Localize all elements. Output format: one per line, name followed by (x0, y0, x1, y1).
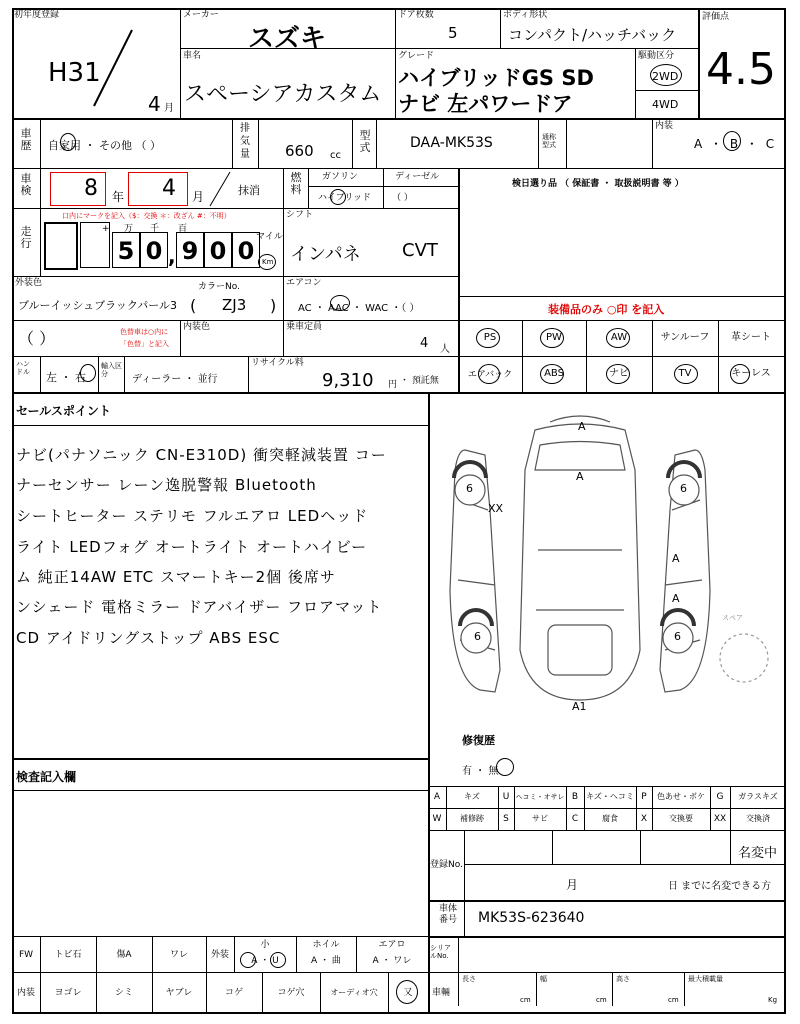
sales-line: シートヒーター ステリモ フルエアロ LEDヘッド (16, 507, 369, 525)
sales-line: ナーセンサー レーン逸脱警報 Bluetooth (16, 476, 317, 494)
int-item: ヤブレ (165, 988, 193, 998)
small-u-circle (270, 952, 286, 968)
fw-item: ワレ (169, 950, 188, 960)
mark-xx: XX (488, 502, 504, 515)
legend-desc: ヘコミ・オサレ (515, 793, 565, 801)
mark-hood: A (576, 470, 584, 483)
maker-label: メーカー (183, 10, 219, 20)
int-item: コゲ穴 (277, 988, 305, 998)
wheel-label: ホイル (312, 940, 340, 950)
doors-label: ドア枚数 (398, 10, 434, 20)
legend-desc: ガラスキズ (738, 792, 778, 801)
first-reg-year: H31 (48, 58, 101, 88)
handle-label: ハンドル (16, 360, 30, 376)
int-item: オーディオ穴 (330, 988, 378, 997)
capacity-value: 4 (420, 336, 429, 351)
equip-navi: ナビ (609, 368, 629, 379)
first-reg-month: 4 (148, 92, 161, 116)
ext-label: 外装 (210, 950, 229, 960)
fuel-hybrid: ハイブリッド (318, 193, 372, 203)
inspection-month-unit: 月 (192, 190, 205, 204)
legend-desc: 腐食 (602, 814, 618, 823)
equip-leather: 革シート (731, 332, 771, 343)
reg-month-unit: 月 (566, 878, 579, 892)
int-item: シミ (114, 988, 133, 998)
length-unit: cm (520, 996, 531, 1004)
small-a-circle (240, 952, 256, 968)
legend-desc: 交換済 (746, 814, 770, 823)
year-slash (80, 28, 140, 108)
legend-desc: キズ (464, 792, 480, 801)
ext-color-value: ブルーイッシュブラックパール3 (18, 299, 178, 312)
int-item: 又 (403, 988, 413, 998)
import-type: ディーラー ・ 並行 (132, 374, 218, 385)
interior-label: 内装 (655, 121, 674, 131)
max-load-unit: Kg (768, 996, 778, 1004)
inspection-notes-label: 検査記入欄 (16, 770, 77, 784)
body-value: コンパクト/ハッチバック (508, 26, 677, 44)
color-no-value: ZJ3 (222, 296, 247, 314)
fw-label: FW (18, 950, 34, 960)
maker-value: スズキ (248, 24, 327, 54)
body-label: ボディ形状 (503, 10, 548, 20)
mileage-digit: 5 (112, 232, 140, 268)
inspection-year-unit: 年 (112, 190, 125, 204)
equip-pw: PW (546, 332, 562, 343)
legend-code: XX (713, 814, 727, 824)
type-label: 型式 (359, 129, 371, 154)
ac-aac-circle (330, 295, 350, 311)
equip-ps-circle (476, 328, 500, 348)
int-label: 内装 (16, 988, 35, 998)
car-damage-diagram (440, 410, 780, 720)
small-value: A ・ U (251, 956, 279, 966)
fw-item: 傷A (116, 950, 132, 960)
repair-value: 有 ・ 無 (462, 766, 499, 777)
mileage-note: 口内にマークを記入（$：交換 ＊：改ざん #：不明） (62, 212, 231, 220)
height-unit: cm (668, 996, 679, 1004)
inspection-year: 8 (84, 176, 98, 201)
int-item: コゲ (224, 988, 243, 998)
max-load-label: 最大積載量 (688, 975, 723, 983)
fuel-gasoline: ガソリン (322, 172, 359, 182)
interior-color-label: 内装色 (183, 322, 211, 332)
tire-mark: 6 (674, 630, 681, 643)
color-no-label: カラーNo. (198, 282, 240, 292)
sales-line: ム 純正14AW ETC スマートキー2個 後席サ (16, 568, 336, 586)
height-label: 高さ (616, 975, 630, 983)
legend-desc: サビ (532, 814, 548, 823)
repair-none-circle (496, 758, 514, 776)
equip-label: 装備品のみ ○印 を記入 (548, 303, 665, 316)
mark-right-a2: A (672, 592, 680, 605)
equip-abs: ABS (544, 368, 564, 379)
capacity-unit: 人 (440, 344, 450, 355)
color-no-close: ) (270, 296, 277, 315)
aero-label: エアロ (378, 940, 406, 950)
mileage-km-circle (258, 254, 276, 270)
carname-label: 車名 (183, 51, 202, 61)
first-reg-month-unit: 月 (164, 103, 174, 114)
color-change-note1: 色替車は○内に (120, 328, 169, 336)
int-other-circle (396, 980, 418, 1004)
mileage-unit-1k: 千 (150, 224, 160, 234)
drive-label: 駆動区分 (638, 51, 675, 61)
import-label: 輸入区分 (101, 362, 122, 378)
equip-airbag-circle (478, 364, 500, 384)
recycle-value: 9,310 (322, 370, 374, 391)
legend-code: P (641, 792, 647, 802)
color-no-open: ( (190, 296, 197, 315)
legend-code: C (571, 814, 579, 824)
legend-code: S (503, 814, 509, 824)
small-label: 小 (260, 940, 270, 950)
inspection-cancel: 抹消 (238, 184, 260, 197)
shift-position: インパネ (290, 244, 361, 265)
docs-label: 検日選り品 （ 保証書 ・ 取扱説明書 等 ） (512, 179, 684, 189)
sales-line: ンシェード 電格ミラー ドアバイザー フロアマット (16, 598, 383, 616)
score-label: 評価点 (702, 12, 730, 22)
width-unit: cm (596, 996, 607, 1004)
grade-line2: ナビ 左パワードア (398, 92, 573, 116)
tire-mark: 6 (474, 630, 481, 643)
legend-desc: 交換要 (669, 814, 693, 823)
recycle-deposit: ・ 預託無 (400, 376, 439, 386)
mileage-digit-box-0 (80, 222, 110, 268)
drive-2wd-circle (650, 64, 682, 86)
capacity-label: 乗車定員 (286, 322, 323, 332)
tire-mark: 6 (466, 482, 473, 495)
equip-aw: AW (610, 332, 628, 343)
carname-value: スペーシアカスタム (184, 82, 382, 107)
handle-side: 左 ・ 右 (46, 371, 86, 384)
equip-keyless-circle (730, 364, 750, 384)
fuel-hybrid-circle (330, 189, 346, 205)
color-change-note2: 「色替」と記入 (120, 340, 169, 348)
doors-value: 5 (448, 24, 458, 42)
displacement-label: 排気量 (240, 123, 250, 160)
inspection-slash (204, 170, 234, 208)
history-label: 車歴 (20, 127, 32, 152)
spare-label: スペア (722, 614, 743, 622)
shift-label: シフト (286, 210, 314, 220)
mileage-unit-100: 百 (178, 224, 188, 234)
mark-rear: A1 (572, 700, 587, 713)
reg-no-label: 登録No. (430, 860, 463, 870)
equip-tv: TV (678, 368, 692, 379)
color-change-paren: （ ） (18, 329, 56, 348)
width-label: 幅 (540, 975, 547, 983)
mileage-label: 走行 (20, 225, 32, 250)
legend-code: X (640, 814, 648, 824)
score-value: 4.5 (706, 44, 776, 95)
equip-aw-circle (606, 328, 630, 348)
wheel-value: A ・ 曲 (311, 956, 341, 966)
inspection-month-box (128, 172, 188, 206)
sales-line: CD アイドリングストップ ABS ESC (16, 629, 281, 647)
legend-desc: 色あせ・ボケ (657, 792, 705, 801)
tire-mark: 6 (680, 482, 687, 495)
reg-day-text: 日 までに名変できる方 (668, 881, 772, 892)
history-usage: 自家用 ・ その他 （ ） (48, 139, 161, 152)
equip-navi-circle (606, 364, 630, 384)
mileage-km-label: Km (262, 258, 274, 266)
sales-line: ライト LEDフォグ オートライト オートハイビー (16, 538, 368, 556)
shift-type: CVT (402, 240, 438, 261)
drive-2wd: 2WD (652, 70, 679, 83)
legend-code: B (571, 792, 579, 802)
mileage-unit-10k: 万 (124, 224, 134, 234)
mileage-digit: 0 (232, 232, 260, 268)
recycle-label: リサイクル料 (251, 358, 304, 368)
serial-label: シリアルNo. (430, 944, 451, 960)
chassis-label: 車体番号 (438, 904, 457, 925)
equip-ps: PS (483, 332, 497, 343)
type-value: DAA-MK53S (410, 135, 493, 151)
inspection-label: 車検 (20, 172, 32, 197)
drive-4wd: 4WD (652, 98, 679, 111)
first-reg-label: 初年度登録 (14, 10, 60, 20)
mileage-digit: 0 (204, 232, 232, 268)
equip-airbag: エアバック (467, 370, 513, 380)
mark-right-a1: A (672, 552, 680, 565)
mileage-plus: + (102, 224, 110, 234)
fw-item: トビ石 (54, 950, 82, 960)
mileage-digit: 0 (140, 232, 168, 268)
equip-pw-circle (540, 328, 564, 348)
sales-points-label: セールスポイント (16, 404, 111, 418)
sales-line: ナビ(パナソニック CN-E310D) 衝突軽減装置 コー (16, 446, 387, 464)
grade-line1: ハイブリッドGS SD (398, 66, 594, 90)
legend-desc: 補修跡 (460, 814, 484, 823)
legend-code: G (716, 792, 724, 802)
interior-grade: A ・ B ・ C (694, 137, 777, 151)
mark-front: A (578, 420, 586, 433)
equip-abs-circle (540, 364, 564, 384)
common-type-label: 通称型式 (542, 133, 556, 149)
handle-right-circle (80, 364, 96, 382)
usage-circle (60, 133, 76, 151)
recycle-unit: 円 (388, 380, 398, 390)
mileage-digit: 9 (176, 232, 204, 268)
name-change: 名変中 (738, 846, 778, 861)
legend-code: A (433, 792, 441, 802)
fuel-paren: （ ） (392, 193, 413, 203)
repair-label: 修復歴 (462, 734, 495, 747)
ac-value: AC ・ AAC ・ WAC ・（ ） (298, 303, 420, 314)
mileage-mark-box (44, 222, 78, 270)
chassis-value: MK53S-623640 (478, 910, 585, 926)
equip-keyless: キーレス (731, 368, 771, 379)
aero-value: A ・ ワレ (372, 956, 412, 966)
inspection-month: 4 (162, 176, 176, 201)
interior-b-circle (723, 131, 741, 151)
ac-label: エアコン (286, 278, 322, 288)
fuel-label: 燃料 (290, 171, 302, 196)
equip-tv-circle (674, 364, 698, 384)
mileage-mile-label: マイル (256, 232, 283, 242)
displacement-unit: cc (330, 150, 341, 161)
fuel-diesel: ディーゼル (395, 172, 440, 182)
legend-desc: キズ・ヘコミ (586, 792, 634, 801)
mileage-comma: , (168, 244, 176, 268)
legend-code: U (502, 792, 510, 802)
int-item: ヨゴレ (54, 988, 82, 998)
length-label: 長さ (462, 975, 476, 983)
size-label: 車輛 (432, 988, 451, 998)
grade-label: グレード (398, 51, 435, 61)
ext-color-label: 外装色 (15, 278, 43, 288)
equip-sunroof: サンルーフ (660, 332, 710, 343)
displacement-value: 660 (285, 142, 314, 160)
legend-code: W (432, 814, 442, 824)
